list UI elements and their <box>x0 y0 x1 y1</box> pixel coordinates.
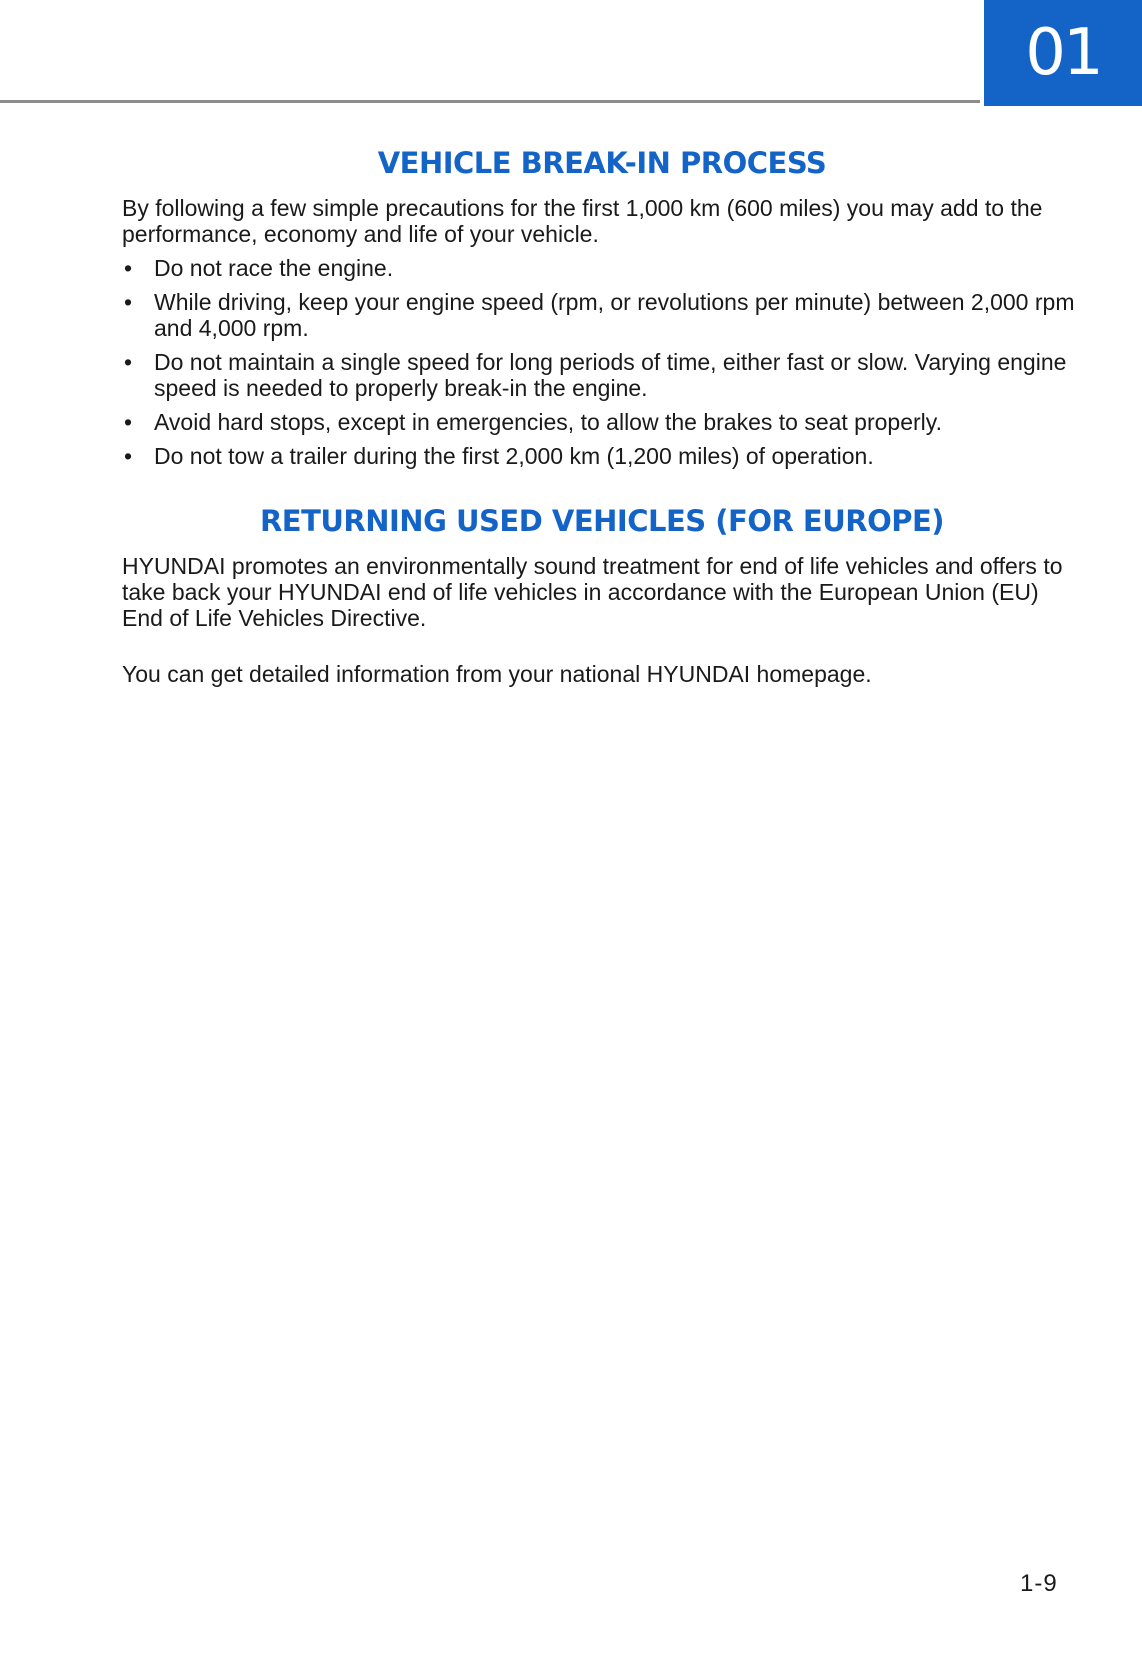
break-in-list <box>122 255 1082 469</box>
list-item <box>122 349 1082 401</box>
section-title-break-in: VEHICLE BREAK-IN PROCESS <box>377 146 827 180</box>
bullet-icon: • <box>124 409 133 435</box>
list-item-text: Do not maintain a single speed for long periods of time, either fast or slow. Varying engine speed is needed to properly break-in the engine. <box>154 349 1067 401</box>
page-number: 1-9 <box>1020 1570 1058 1597</box>
returning-paragraph-1: HYUNDAI promotes an environmentally sound treatment for end of life vehicles and offers to take back your HYUNDAI end of life vehicles in accordance with the European Union (EU) End of Life Vehicles Directive. <box>122 553 1063 631</box>
chapter-tab <box>984 0 1142 106</box>
list-item-text: Avoid hard stops, except in emergencies, to allow the brakes to seat properly. <box>154 409 942 435</box>
bullet-icon: • <box>124 289 133 315</box>
header-rule <box>0 100 980 103</box>
list-item <box>122 409 1082 435</box>
break-in-intro: By following a few simple precautions for the first 1,000 km (600 miles) you may add to the performance, economy and life of your vehicle. <box>122 195 1043 247</box>
bullet-icon: • <box>124 349 133 375</box>
chapter-number: 01 <box>1025 16 1101 90</box>
bullet-icon: • <box>124 255 133 281</box>
section-returning-vehicles <box>122 503 1082 687</box>
bullet-icon: • <box>124 443 133 469</box>
list-item <box>122 255 1082 281</box>
list-item-text: Do not race the engine. <box>154 255 394 281</box>
page-content <box>122 145 1082 687</box>
list-item-text: Do not tow a trailer during the first 2,000 km (1,200 miles) of operation. <box>154 443 874 469</box>
list-item <box>122 443 1082 469</box>
returning-paragraph-2: You can get detailed information from your national HYUNDAI homepage. <box>122 661 872 687</box>
list-item <box>122 289 1082 341</box>
section-break-in <box>122 145 1082 469</box>
list-item-text: While driving, keep your engine speed (rpm, or revolutions per minute) between 2,000 rpm and 4,000 rpm. <box>154 289 1075 341</box>
section-title-returning-vehicles: RETURNING USED VEHICLES (FOR EUROPE) <box>259 504 945 538</box>
